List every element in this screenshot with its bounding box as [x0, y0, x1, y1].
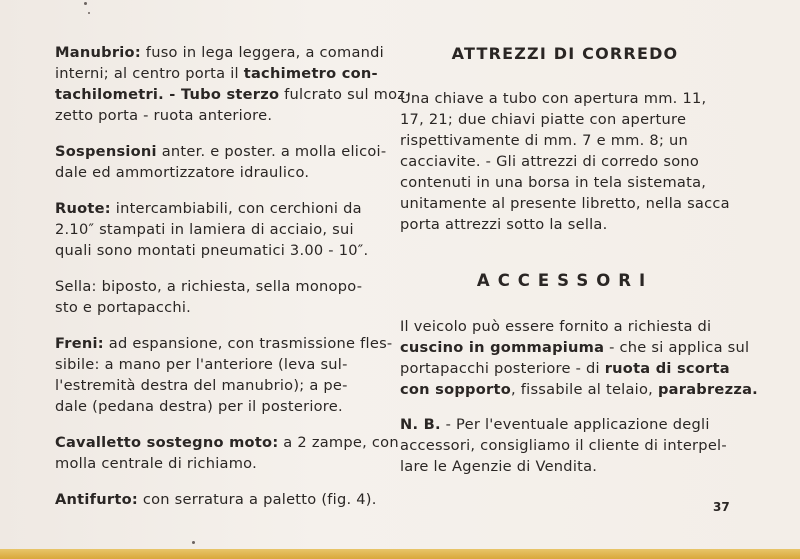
text-line [400, 109, 730, 130]
text-line [55, 219, 385, 240]
text-line [55, 240, 385, 261]
print-speck [192, 541, 195, 544]
spec-paragraph [55, 276, 385, 318]
text-run: - che si applica sul [604, 339, 750, 356]
text-run: 2.10″ stampati in lamiera di acciaio, sui [55, 221, 354, 238]
text-line [400, 172, 730, 193]
text-run: , fissabile al telaio, [510, 381, 658, 398]
text-run: molla centrale di richiamo. [55, 455, 257, 472]
text-run: l'estremità destra del manubrio); a pe- [55, 377, 348, 394]
text-line [55, 141, 385, 162]
bold-term: Cavalletto sostegno moto: [55, 434, 279, 451]
bottom-edge-band [0, 549, 800, 559]
text-run: sto e portapacchi. [55, 299, 192, 316]
spec-paragraph [55, 333, 393, 417]
text-line [400, 379, 758, 400]
text-run: rispettivamente di mm. 7 e mm. 8; un [400, 132, 689, 149]
text-run: fuso in lega leggera, a comandi [140, 44, 384, 61]
text-line [400, 316, 730, 337]
bold-term: Sospensioni [55, 143, 157, 160]
text-run: portapacchi posteriore - di [400, 360, 605, 377]
text-run: Il veicolo può essere fornito a richiesta di [400, 318, 712, 335]
spec-paragraph [55, 42, 411, 126]
text-run: sibile: a mano per l'anteriore (leva sul- [55, 356, 348, 373]
text-line [55, 432, 399, 453]
spec-paragraph [55, 432, 399, 474]
accessori-paragraph [400, 316, 758, 400]
text-run: porta attrezzi sotto la sella. [400, 216, 608, 233]
bold-term: parabrezza. [657, 381, 758, 398]
text-run: zetto porta - ruota anteriore. [55, 107, 273, 124]
text-line [400, 214, 730, 235]
text-line [55, 84, 411, 105]
text-line [55, 354, 385, 375]
text-run: quali sono montati pneumatici 3.00 - 10″. [55, 242, 369, 259]
text-line [55, 162, 385, 183]
text-run: unitamente al presente libretto, nella sacca [400, 195, 730, 212]
text-run: Una chiave a tubo con apertura mm. 11, [400, 90, 707, 107]
bold-term: cuscino in gommapiuma [400, 339, 605, 356]
page-number: 37 [713, 500, 730, 514]
text-line [55, 276, 385, 297]
text-run: lare le Agenzie di Vendita. [400, 458, 598, 475]
text-run: intercambiabili, con cerchioni da [110, 200, 362, 217]
spec-paragraph [55, 141, 385, 183]
text-line [400, 435, 730, 456]
text-run: dale (pedana destra) per il posteriore. [55, 398, 343, 415]
text-run: con serratura a paletto (fig. 4). [137, 491, 377, 508]
text-line [55, 375, 385, 396]
text-run: fulcrato sul moz- [279, 86, 411, 103]
left-column [55, 42, 411, 525]
bold-term: Manubrio: [55, 44, 141, 61]
bold-term: tachilometri. - Tubo sterzo [55, 86, 280, 103]
text-line [55, 42, 385, 63]
text-line [55, 453, 385, 474]
text-run: accessori, consigliamo il cliente di interpel- [400, 437, 727, 454]
text-run: cacciavite. - Gli attrezzi di corredo sono [400, 153, 700, 170]
bold-term: ruota di scorta [604, 360, 730, 377]
text-line [400, 130, 730, 151]
print-speck [88, 12, 90, 14]
text-run: - Per l'eventuale applicazione degli [440, 416, 710, 433]
text-line [400, 414, 730, 435]
text-run: Sella: biposto, a richiesta, sella monopo- [55, 278, 363, 295]
text-run: dale ed ammortizzatore idraulico. [55, 164, 310, 181]
text-line [55, 333, 393, 354]
text-line [55, 396, 385, 417]
bold-term: Ruote: [55, 200, 111, 217]
bold-term: Freni: [55, 335, 104, 352]
nb-paragraph [400, 414, 730, 477]
spec-paragraph [55, 489, 385, 510]
text-line [400, 337, 750, 358]
text-line [400, 358, 730, 379]
text-line [400, 456, 730, 477]
text-line [400, 151, 730, 172]
heading-accessori: ACCESSORI [476, 271, 654, 290]
bold-term: con sopporto [400, 381, 511, 398]
attrezzi-paragraph [400, 88, 730, 235]
text-line [55, 63, 385, 84]
text-run: 17, 21; due chiavi piatte con aperture [400, 111, 687, 128]
text-run: contenuti in una borsa in tela sistemata, [400, 174, 707, 191]
spec-paragraph [55, 198, 385, 261]
print-speck [84, 2, 87, 5]
text-run: a 2 zampe, con [278, 434, 399, 451]
text-line [400, 88, 730, 109]
bold-term: Antifurto: [55, 491, 138, 508]
text-run: ad espansione, con trasmissione fles- [103, 335, 393, 352]
text-line [55, 198, 385, 219]
text-line [400, 193, 730, 214]
text-run: anter. e poster. a molla elicoi- [156, 143, 387, 160]
bold-term: tachimetro con- [243, 65, 378, 82]
text-run: interni; al centro porta il [55, 65, 244, 82]
text-line [55, 489, 385, 510]
heading-attrezzi: ATTREZZI DI CORREDO [451, 44, 679, 63]
text-line [55, 105, 385, 126]
bold-term: N. B. [400, 416, 441, 433]
text-line [55, 297, 385, 318]
